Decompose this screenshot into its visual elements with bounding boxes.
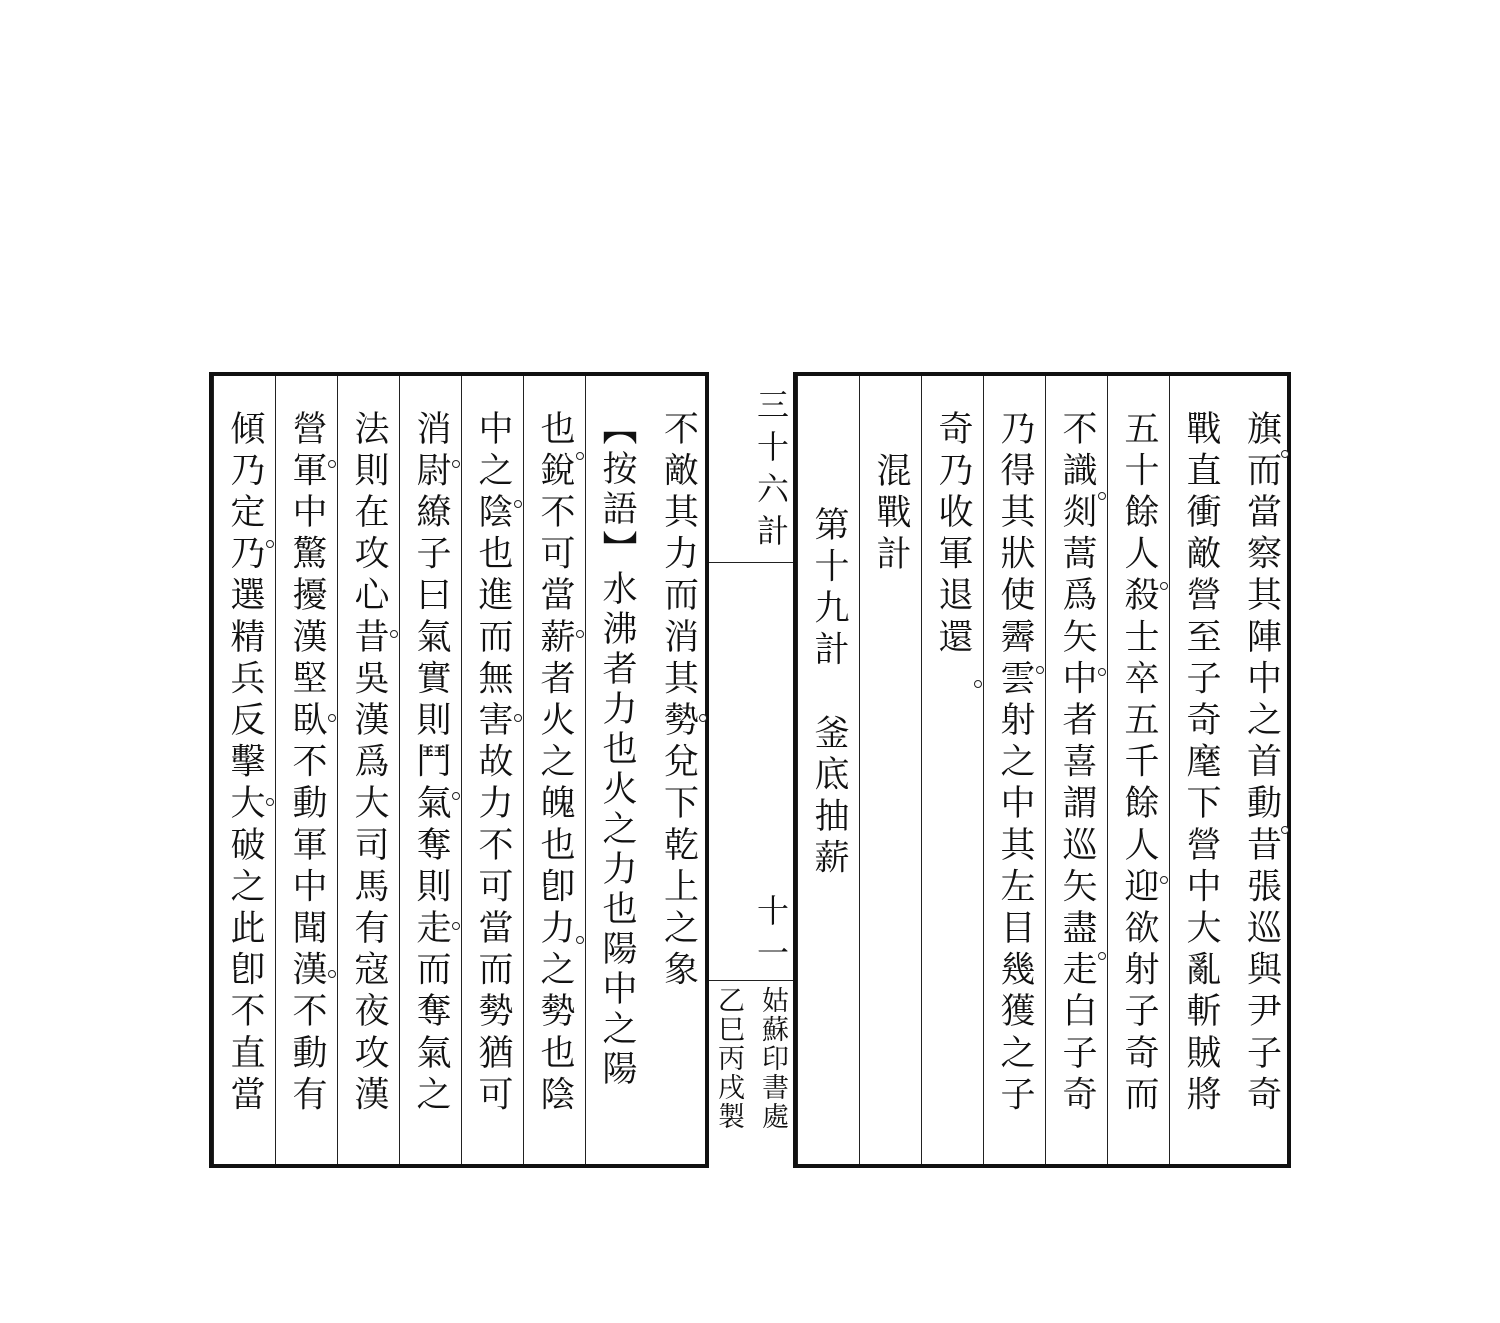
punctuation-mark	[576, 452, 584, 460]
publisher-name: 姑蘇印書處	[757, 986, 788, 1131]
gutter-rule	[709, 562, 793, 563]
column-text: 旗而當察其陣中之首動昔張巡與尹子奇	[1241, 410, 1282, 1118]
column-text: 戰直衝敵營至子奇麾下營中大亂斬賊將	[1181, 410, 1221, 1118]
punctuation-mark	[452, 792, 460, 800]
gutter-rule	[709, 980, 793, 981]
punctuation-mark	[1098, 952, 1106, 960]
punctuation-mark	[514, 500, 522, 508]
text-column	[1169, 376, 1231, 1164]
column-text: 中之陰也進而無害故力不可當而勢猶可	[473, 410, 513, 1118]
column-text: 乃得其狀使霽雲射之中其左目幾獲之子	[995, 410, 1035, 1118]
punctuation-mark	[266, 798, 274, 806]
column-text: 不識剡蒿爲矢中者喜謂巡矢盡走白子奇	[1057, 410, 1097, 1118]
punctuation-mark	[1281, 450, 1289, 458]
text-column	[859, 376, 921, 1164]
right-page-panel	[793, 372, 1291, 1168]
stratagem-title: 第十九計 釜底抽薪	[809, 506, 849, 881]
punctuation-mark	[1036, 666, 1044, 674]
text-column	[275, 376, 337, 1164]
punctuation-mark	[452, 922, 460, 930]
column-text: 法則在攻心昔吳漢爲大司馬有寇夜攻漢	[349, 410, 389, 1118]
punctuation-mark	[576, 630, 584, 638]
column-text: 營軍中驚擾漢堅臥不動軍中聞漢不動有	[287, 410, 327, 1118]
text-column	[399, 376, 461, 1164]
text-column	[585, 376, 647, 1164]
punctuation-mark	[974, 680, 982, 688]
punctuation-mark	[576, 936, 584, 944]
print-date: 乙巳丙戌製	[713, 986, 744, 1131]
column-text: 傾乃定乃選精兵反擊大破之此卽不直當	[225, 410, 265, 1118]
column-text: 奇乃收軍退還	[933, 410, 973, 660]
section-heading: 混戰計	[871, 452, 911, 577]
text-column	[337, 376, 399, 1164]
column-text: 消尉繚子曰氣實則鬥氣奪則走而奪氣之	[411, 410, 451, 1118]
center-gutter	[709, 372, 793, 1168]
text-column	[1107, 376, 1169, 1164]
punctuation-mark	[390, 630, 398, 638]
punctuation-mark	[1160, 582, 1168, 590]
punctuation-mark	[699, 714, 707, 722]
punctuation-mark	[1098, 668, 1106, 676]
text-column	[523, 376, 585, 1164]
text-column	[647, 376, 709, 1164]
punctuation-mark	[1098, 492, 1106, 500]
text-column	[983, 376, 1045, 1164]
text-column	[213, 376, 275, 1164]
text-column	[921, 376, 983, 1164]
punctuation-mark	[328, 970, 336, 978]
punctuation-mark	[514, 714, 522, 722]
punctuation-mark	[328, 460, 336, 468]
text-column	[797, 376, 859, 1164]
punctuation-mark	[1160, 876, 1168, 884]
punctuation-mark	[1281, 826, 1289, 834]
left-page-panel	[209, 372, 709, 1168]
column-text: 【按語】水沸者力也火之力也陽中之陽	[597, 410, 637, 1090]
punctuation-mark	[328, 714, 336, 722]
text-column	[1045, 376, 1107, 1164]
column-text: 不敵其力而消其勢兌下乾上之象	[658, 410, 699, 993]
text-column	[1231, 376, 1291, 1164]
column-text: 五十餘人殺士卒五千餘人迎欲射子奇而	[1119, 410, 1159, 1118]
page-number: 十一	[752, 894, 790, 978]
punctuation-mark	[452, 460, 460, 468]
book-title: 三十六計	[752, 388, 790, 556]
punctuation-mark	[266, 540, 274, 548]
text-column	[461, 376, 523, 1164]
column-text: 也銳不可當薪者火之魄也卽力之勢也陰	[535, 410, 575, 1118]
